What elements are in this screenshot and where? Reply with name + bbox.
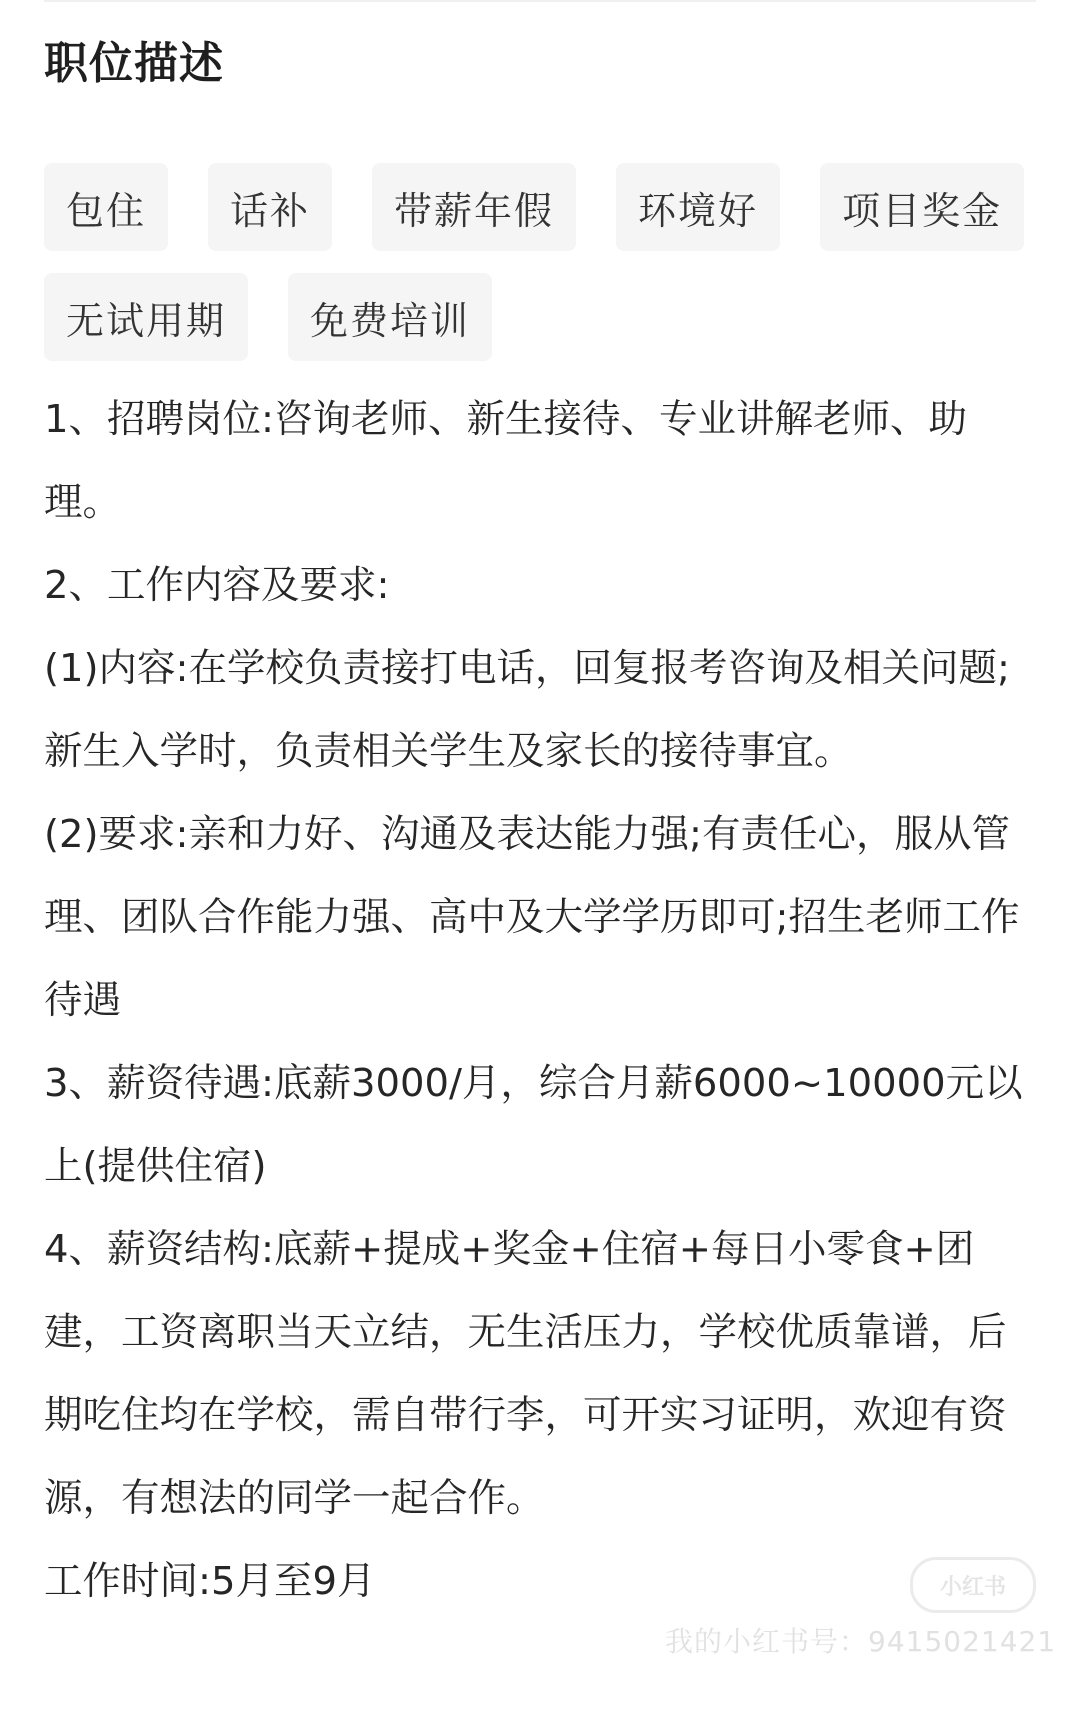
- top-divider: [44, 0, 1036, 2]
- job-description: [44, 378, 1040, 1623]
- watermark-logo: 小红书: [910, 1557, 1036, 1613]
- tag-paid-leave: 带薪年假: [372, 163, 576, 251]
- desc-content-heading: 2、工作内容及要求:: [44, 563, 390, 608]
- tag-phone-allowance: 话补: [208, 163, 332, 251]
- desc-salary: 3、薪资待遇:底薪3000/月，综合月薪6000~10000元以上(提供住宿): [44, 1061, 1023, 1189]
- section-title: 职位描述: [44, 38, 224, 89]
- watermark-account: 我的小红书号：9415021421: [665, 1625, 1057, 1658]
- benefit-tags: [44, 163, 1044, 361]
- tag-project-bonus: 项目奖金: [820, 163, 1024, 251]
- tag-good-environment: 环境好: [616, 163, 780, 251]
- desc-content: (1)内容:在学校负责接打电话，回复报考咨询及相关问题;新生入学时，负责相关学生及家长的接待事宜。: [44, 646, 1010, 774]
- desc-work-period: 工作时间:5月至9月: [44, 1559, 376, 1604]
- tag-free-training: 免费培训: [288, 273, 492, 361]
- desc-positions: 1、招聘岗位:咨询老师、新生接待、专业讲解老师、助理。: [44, 397, 967, 525]
- desc-requirements: (2)要求:亲和力好、沟通及表达能力强;有责任心，服从管理、团队合作能力强、高中及大学学历即可;招生老师工作待遇: [44, 812, 1020, 1023]
- tag-no-probation: 无试用期: [44, 273, 248, 361]
- tag-housing: 包住: [44, 163, 168, 251]
- desc-salary-structure: 4、薪资结构:底薪+提成+奖金+住宿+每日小零食+团建，工资离职当天立结，无生活压力，学校优质靠谱，后期吃住均在学校，需自带行李，可开实习证明，欢迎有资源，有想法的同学一起合作。: [44, 1227, 1007, 1521]
